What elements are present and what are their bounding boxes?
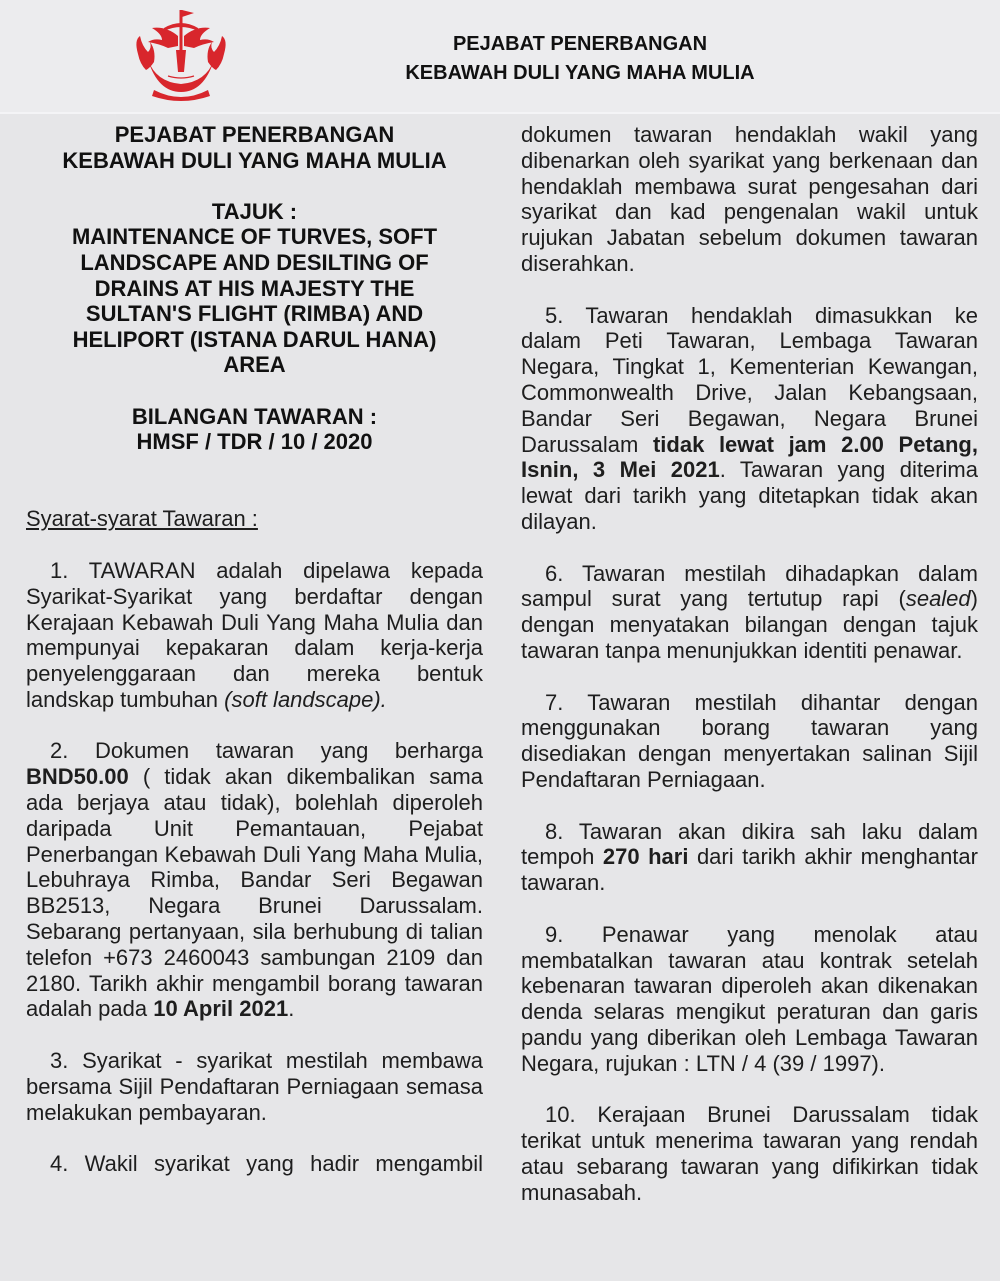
header-title-line2: KEBAWAH DULI YANG MAHA MULIA (405, 62, 755, 84)
condition-8 (521, 819, 978, 896)
tajuk-line: HELIPORT (ISTANA DARUL HANA) (72, 326, 437, 352)
brunei-crest-icon (128, 6, 234, 104)
header-title-line1: PEJABAT PENERBANGAN (452, 33, 708, 55)
condition-6-text-b: ) dengan menyatakan bilangan dengan tajuk tawaran tanpa menunjukkan identiti penawar. (521, 586, 978, 663)
tajuk-line: MAINTENANCE OF TURVES, SOFT (71, 224, 438, 250)
condition-2-price: BND50.00 (26, 764, 129, 790)
right-column (521, 122, 978, 1205)
left-column (26, 122, 483, 1177)
condition-2 (26, 738, 483, 1022)
condition-4-start: 4. Wakil syarikat yang hadir mengambil (50, 1151, 483, 1177)
condition-7: 7. Tawaran mestilah dihantar dengan menggunakan borang tawaran yang disediakan dengan menyertakan salinan Sijil Pendaftaran Perniagaan. (521, 689, 978, 792)
conditions-heading: Syarat-syarat Tawaran : (26, 506, 258, 532)
tajuk-label: TAJUK : (211, 198, 298, 224)
condition-6-italic: sealed (905, 586, 971, 612)
condition-2-date: 10 April 2021 (153, 996, 289, 1022)
condition-8-days: 270 hari (602, 844, 689, 870)
tajuk-line: SULTAN'S FLIGHT (RIMBA) AND (85, 301, 424, 327)
condition-8-text-a: 8. Tawaran akan dikira sah laku dalam tempoh (521, 818, 978, 870)
condition-2-text-a: 2. Dokumen tawaran yang berharga (50, 738, 483, 764)
condition-1-text: 1. TAWARAN adalah dipelawa kepada Syarikat-Syarikat yang berdaftar dengan Kerajaan Kebawah Duli Yang Maha Mulia dan mempunyai kepakaran dalam kerja-kerja penyelenggaraan dan mereka bentuk landskap tumbuhan (26, 557, 483, 712)
condition-5-deadline: tidak lewat jam 2.00 Petang, Isnin, 3 Mei 2021 (521, 431, 978, 483)
condition-6 (521, 561, 978, 664)
tajuk-line: DRAINS AT HIS MAJESTY THE (94, 275, 415, 301)
page-header (0, 0, 1000, 114)
condition-8-text-b: dari tarikh akhir menghantar tawaran. (521, 844, 978, 896)
condition-2-end: . (288, 996, 295, 1022)
condition-4-continued: dokumen tawaran hendaklah wakil yang dibenarkan oleh syarikat yang berkenaan dan hendaklah membawa surat pengesahan dari syarikat dan kad pengenalan wakil untuk rujukan Jabatan sebelum dokumen tawaran diserahkan. (521, 122, 978, 276)
condition-3: 3. Syarikat - syarikat mestilah membawa bersama Sijil Pendaftaran Perniagaan semasa melakukan pembayaran. (26, 1048, 483, 1125)
condition-9: 9. Penawar yang menolak atau membatalkan tawaran atau kontrak setelah kebenaran tawaran diperoleh akan dikenakan denda selaras mengikut peraturan dan garis pandu yang diberikan oleh Lembaga Tawaran Negara, rujukan : LTN / 4 (39 / 1997). (521, 921, 978, 1076)
org-line2: KEBAWAH DULI YANG MAHA MULIA (62, 147, 447, 173)
condition-2-text-b: ( tidak akan dikembalikan sama ada berjaya atau tidak), bolehlah diperoleh daripada Unit Pemantauan, Pejabat Penerbangan Kebawah Duli Yang Maha Mulia, Lebuhraya Rimba, Bandar Seri Begawan BB2513, Negara Brunei Darussalam. Sebarang pertanyaan, sila berhubung di talian telefon +673 2460043 sambungan 2109 dan 2180. Tarikh akhir mengambil borang tawaran adalah pada (26, 764, 483, 1022)
bilangan-value: HMSF / TDR / 10 / 2020 (136, 429, 373, 455)
condition-5 (521, 303, 978, 535)
condition-1-italic: (soft landscape). (224, 686, 387, 712)
bilangan-label: BILANGAN TAWARAN : (131, 403, 378, 429)
notice-title-block (26, 122, 483, 455)
header-title (300, 30, 860, 88)
condition-6-text-a: 6. Tawaran mestilah dihadapkan dalam sampul surat yang tertutup rapi ( (521, 560, 978, 612)
org-line1: PEJABAT PENERBANGAN (114, 122, 395, 147)
condition-10: 10. Kerajaan Brunei Darussalam tidak terikat untuk menerima tawaran yang rendah atau sebarang tawaran yang difikirkan tidak munasabah. (521, 1102, 978, 1205)
condition-5-text-b: . Tawaran yang diterima lewat dari tarikh yang ditetapkan tidak akan dilayan. (521, 457, 978, 534)
tajuk-line: LANDSCAPE AND DESILTING OF (80, 249, 429, 275)
tajuk-line: AREA (223, 352, 286, 378)
condition-5-text-a: 5. Tawaran hendaklah dimasukkan ke dalam Peti Tawaran, Lembaga Tawaran Negara, Tingkat 1, Kementerian Kewangan, Commonwealth Drive, Jalan Kebangsaan, Bandar Seri Begawan, Negara Brunei Darussalam (521, 302, 978, 457)
condition-1 (26, 558, 483, 713)
